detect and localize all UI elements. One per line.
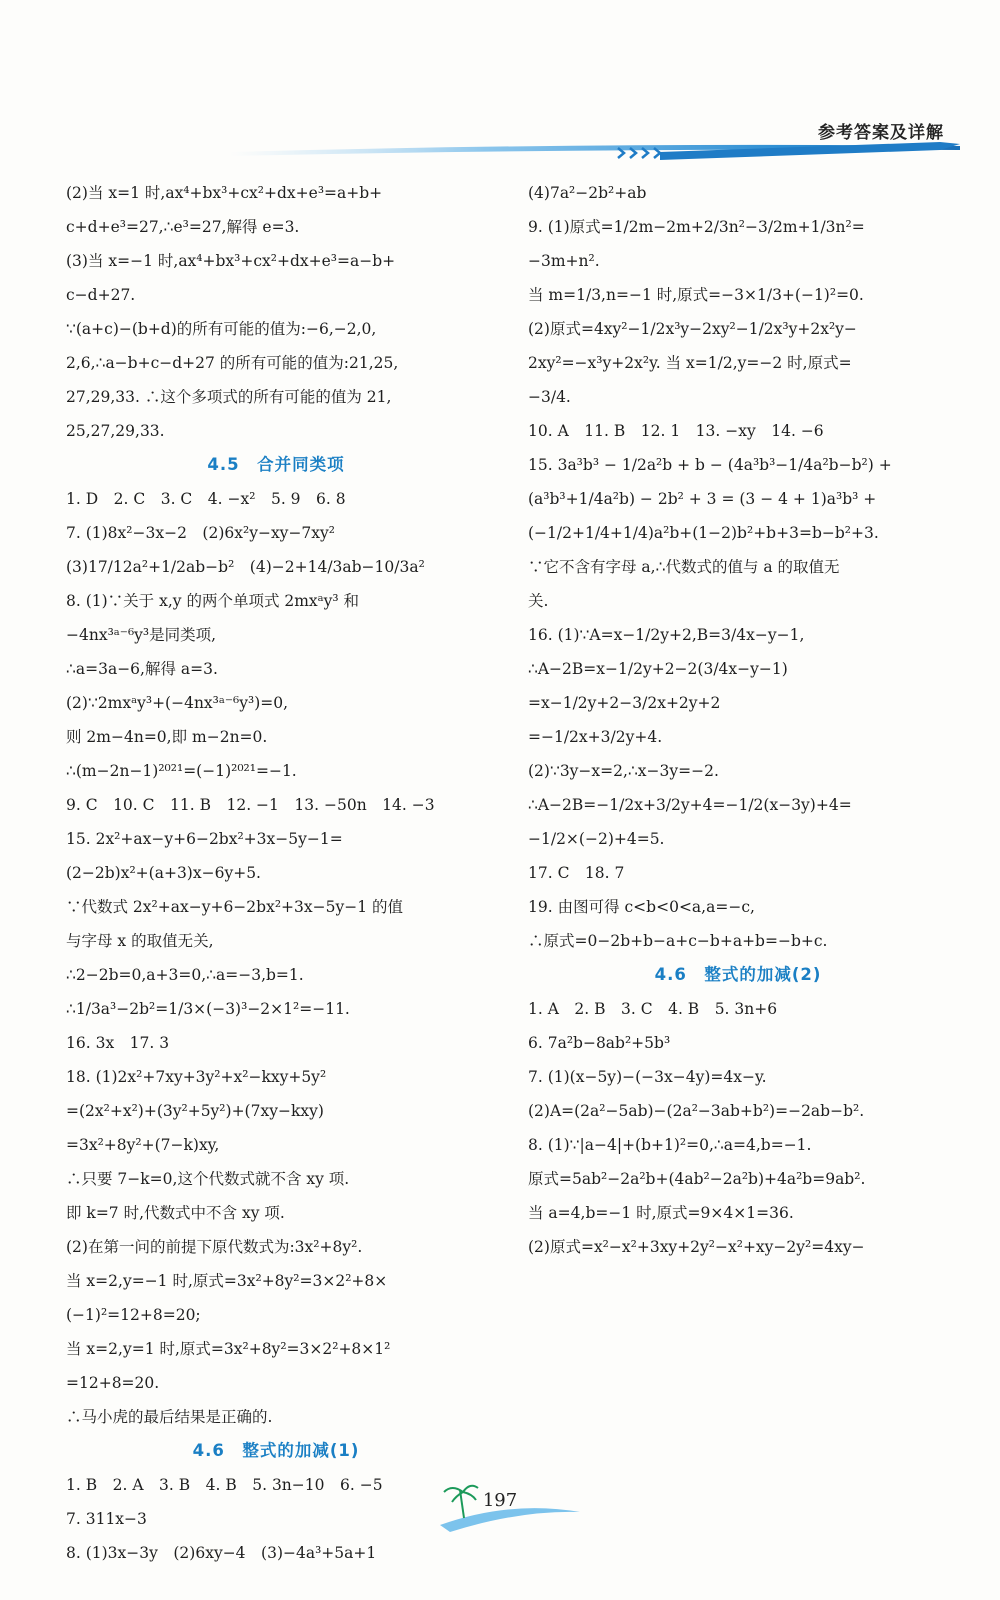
- section-heading: 4.6 整式的加减(2): [654, 965, 822, 984]
- answer-line: 6. 7a²b−8ab²+5b³: [528, 1034, 671, 1052]
- answer-line: 即 k=7 时,代数式中不含 xy 项.: [66, 1204, 285, 1222]
- answer-line: 18. (1)2x²+7xy+3y²+x²−kxy+5y²: [66, 1068, 327, 1086]
- answer-line: =3x²+8y²+(7−k)xy,: [66, 1136, 220, 1154]
- answer-line: 16. (1)∵A=x−1/2y+2,B=3/4x−y−1,: [528, 626, 805, 644]
- answer-line: 与字母 x 的取值无关,: [66, 932, 214, 950]
- answer-line: 9. (1)原式=1/2m−2m+2/3n²−3/2m+1/3n²=: [528, 218, 865, 236]
- answer-line: (2)A=(2a²−5ab)−(2a²−3ab+b²)=−2ab−b².: [528, 1102, 865, 1120]
- answer-line: 27,29,33. ∴这个多项式的所有可能的值为 21,: [66, 388, 392, 406]
- answer-line: 19. 由图可得 c<b<0<a,a=−c,: [528, 898, 755, 916]
- answer-line: 当 a=4,b=−1 时,原式=9×4×1=36.: [528, 1204, 794, 1222]
- answer-line: 原式=5ab²−2a²b+(4ab²−2a²b)+4a²b=9ab².: [528, 1170, 866, 1188]
- answer-line: 7. (1)8x²−3x−2 (2)6x²y−xy−7xy²: [66, 524, 336, 542]
- answer-line: (3)当 x=−1 时,ax⁴+bx³+cx²+dx+e³=a−b+: [66, 252, 396, 270]
- answer-line: 当 x=2,y=1 时,原式=3x²+8y²=3×2²+8×1²: [66, 1340, 391, 1358]
- answer-line: 8. (1)3x−3y (2)6xy−4 (3)−4a³+5a+1: [66, 1544, 377, 1562]
- answer-line: −3m+n².: [528, 252, 600, 270]
- answer-line: 1. A 2. B 3. C 4. B 5. 3n+6: [528, 1000, 778, 1018]
- answer-line: 15. 2x²+ax−y+6−2bx²+3x−5y−1=: [66, 830, 343, 848]
- answer-line: 16. 3x 17. 3: [66, 1034, 170, 1052]
- answer-line: 则 2m−4n=0,即 m−2n=0.: [66, 728, 268, 746]
- answer-line: ∴2−2b=0,a+3=0,∴a=−3,b=1.: [66, 966, 304, 984]
- answer-line: (2)原式=x²−x²+3xy+2y²−x²+xy−2y²=4xy−: [528, 1238, 865, 1256]
- answer-line: 2,6,∴a−b+c−d+27 的所有可能的值为:21,25,: [66, 354, 399, 372]
- answer-line: (2−2b)x²+(a+3)x−6y+5.: [66, 864, 261, 882]
- answer-line: 25,27,29,33.: [66, 422, 165, 440]
- answer-line: 7. 311x−3: [66, 1510, 147, 1528]
- answer-line: ∴原式=0−2b+b−a+c−b+a+b=−b+c.: [528, 932, 828, 950]
- page-header-title: 参考答案及详解: [818, 123, 944, 143]
- answer-line: =12+8=20.: [66, 1374, 160, 1392]
- answer-line: 8. (1)∵|a−4|+(b+1)²=0,∴a=4,b=−1.: [528, 1136, 812, 1154]
- answer-line: (2)原式=4xy²−1/2x³y−2xy²−1/2x³y+2x²y−: [528, 320, 857, 338]
- answer-line: −4nx³ᵃ⁻⁶y³是同类项,: [66, 626, 217, 644]
- answer-line: ∴只要 7−k=0,这个代数式就不含 xy 项.: [66, 1170, 350, 1188]
- answer-line: (−1)²=12+8=20;: [66, 1306, 201, 1324]
- answer-line: 9. C 10. C 11. B 12. −1 13. −50n 14. −3: [66, 796, 435, 814]
- answer-line: ∴马小虎的最后结果是正确的.: [66, 1408, 273, 1426]
- section-heading: 4.5 合并同类项: [207, 455, 345, 474]
- answer-line: 当 m=1/3,n=−1 时,原式=−3×1/3+(−1)²=0.: [528, 286, 864, 304]
- answer-line: −1/2×(−2)+4=5.: [528, 830, 665, 848]
- answer-line: (−1/2+1/4+1/4)a²b+(1−2)b²+b+3=b−b²+3.: [528, 524, 879, 542]
- answer-line: 17. C 18. 7: [528, 864, 625, 882]
- answer-line: (3)17/12a²+1/2ab−b² (4)−2+14/3ab−10/3a²: [66, 558, 425, 576]
- answer-line: =(2x²+x²)+(3y²+5y²)+(7xy−kxy): [66, 1102, 324, 1120]
- answer-line: ∴1/3a³−2b²=1/3×(−3)³−2×1²=−11.: [66, 1000, 350, 1018]
- answer-line: =−1/2x+3/2y+4.: [528, 728, 663, 746]
- answer-line: 当 x=2,y=−1 时,原式=3x²+8y²=3×2²+8×: [66, 1272, 388, 1290]
- answer-line: −3/4.: [528, 388, 571, 406]
- section-heading: 4.6 整式的加减(1): [192, 1441, 360, 1460]
- answer-line: (2)当 x=1 时,ax⁴+bx³+cx²+dx+e³=a+b+: [66, 184, 383, 202]
- answer-line: c−d+27.: [66, 286, 136, 304]
- answer-line: =x−1/2y+2−3/2x+2y+2: [528, 694, 721, 712]
- answer-line: (2)∵2mxᵃy³+(−4nx³ᵃ⁻⁶y³)=0,: [66, 694, 289, 712]
- answer-line: 关.: [528, 592, 549, 610]
- answer-line: 1. D 2. C 3. C 4. −x² 5. 9 6. 8: [66, 490, 346, 508]
- answer-line: ∴(m−2n−1)²⁰²¹=(−1)²⁰²¹=−1.: [66, 762, 297, 780]
- answer-line: (2)∵3y−x=2,∴x−3y=−2.: [528, 762, 719, 780]
- header-decoration: [0, 138, 1000, 178]
- answer-line: 15. 3a³b³ − 1/2a²b + b − (4a³b³−1/4a²b−b²) +: [528, 456, 892, 474]
- answer-line: ∴a=3a−6,解得 a=3.: [66, 660, 218, 678]
- answer-line: 7. (1)(x−5y)−(−3x−4y)=4x−y.: [528, 1068, 767, 1086]
- page-number: 197: [482, 1490, 518, 1511]
- answer-line: 1. B 2. A 3. B 4. B 5. 3n−10 6. −5: [66, 1476, 383, 1494]
- answer-line: (4)7a²−2b²+ab: [528, 184, 647, 202]
- answer-line: ∴A−2B=−1/2x+3/2y+4=−1/2(x−3y)+4=: [528, 796, 852, 814]
- left-answer-column: [66, 176, 486, 1570]
- answer-line: 2xy²=−x³y+2x²y. 当 x=1/2,y=−2 时,原式=: [528, 354, 852, 372]
- answer-line: ∵它不含有字母 a,∴代数式的值与 a 的取值无: [528, 558, 840, 576]
- right-answer-column: [528, 176, 948, 1264]
- answer-line: 10. A 11. B 12. 1 13. −xy 14. −6: [528, 422, 824, 440]
- answer-line: (a³b³+1/4a²b) − 2b² + 3 = (3 − 4 + 1)a³b³ +: [528, 490, 877, 508]
- answer-line: 8. (1)∵关于 x,y 的两个单项式 2mxᵃy³ 和: [66, 592, 360, 610]
- answer-line: (2)在第一问的前提下原代数式为:3x²+8y².: [66, 1238, 363, 1256]
- answer-line: ∵(a+c)−(b+d)的所有可能的值为:−6,−2,0,: [66, 320, 377, 338]
- answer-line: ∴A−2B=x−1/2y+2−2(3/4x−y−1): [528, 660, 788, 678]
- answer-line: c+d+e³=27,∴e³=27,解得 e=3.: [66, 218, 300, 236]
- answer-line: ∵代数式 2x²+ax−y+6−2bx²+3x−5y−1 的值: [66, 898, 404, 916]
